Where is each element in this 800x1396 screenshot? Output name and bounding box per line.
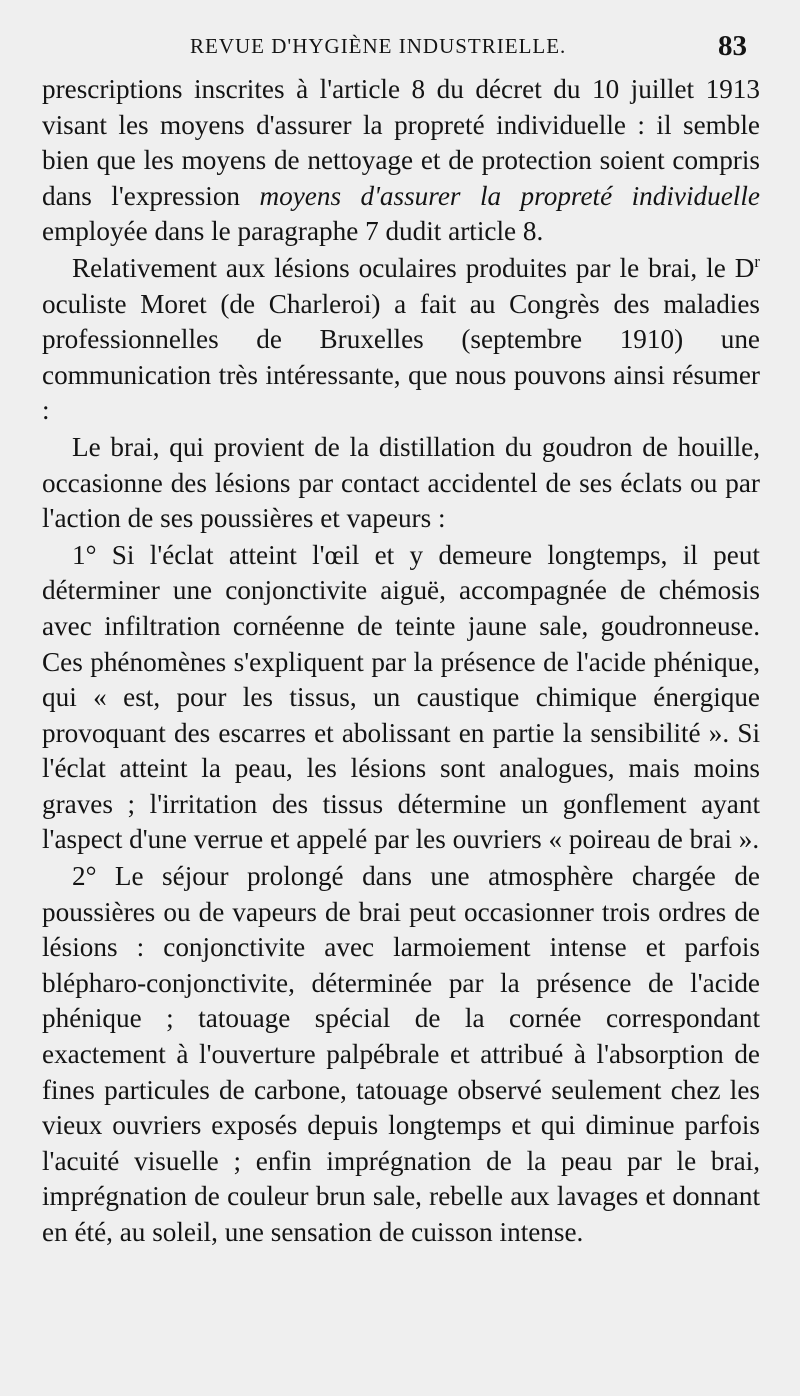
paragraph-ocular-lesions <box>42 251 760 429</box>
paragraph-brai: Le brai, qui provient de la distillation du goudron de houille, occasionne des lésions par contact accidentel de ses éclats ou par l'action de ses poussières et vapeurs : <box>42 431 760 534</box>
paragraph-point-1: 1° Si l'éclat atteint l'œil et y demeure longtemps, il peut déterminer une conjonctivite aiguë, accompagnée de chémosis avec infiltration cornéenne de teinte jaune sale, goudronneuse. Ces phénomènes s'expliquent par la présence de l'acide phénique, qui « est, pour les tissus, un caustique chimique énergique provoquant des escarres et abolissant en partie la sensibilité ». Si l'éclat atteint la peau, les lésions sont analogues, mais moins graves ; l'irritation des tissus détermine un gonflement ayant l'aspect d'une verrue et appelé par les ouvriers « poireau de brai ». <box>42 539 760 855</box>
running-header <box>0 30 800 64</box>
paragraph-text: prescriptions inscrites à l'article 8 du décret du 10 juillet 1913 visant les moyens d'assurer la propreté individuelle : il semble bien que les moyens de nettoyage et de protection soient compris dans l'expression <box>42 74 760 211</box>
body-text <box>42 72 760 1251</box>
paragraph-text: employée dans le paragraphe 7 dudit article 8. <box>42 216 544 247</box>
paragraph-continuation <box>42 72 760 250</box>
superscript: r <box>754 251 760 271</box>
italic-phrase: moyens d'assurer la propreté individuelle <box>259 180 760 211</box>
paragraph-text: Relativement aux lésions oculaires produites par le brai, le D <box>72 252 755 283</box>
paragraph-text: oculiste Moret (de Charleroi) a fait au Congrès des maladies professionnelles de Bruxelles (septembre 1910) une communication très intéressante, que nous pouvons ainsi résumer : <box>42 288 760 426</box>
page-number: 83 <box>718 30 747 62</box>
paragraph-point-2: 2° Le séjour prolongé dans une atmosphère chargée de poussières ou de vapeurs de brai peut occasionner trois ordres de lésions : conjonctivite avec larmoiement intense et parfois blépharo-conjonctivite, déterminée par la présence de l'acide phénique ; tatouage spécial de la cornée correspondant exactement à l'ouverture palpébrale et attribué à l'absorption de fines particules de carbone, tatouage observé seulement chez les vieux ouvriers exposés depuis longtemps et qui diminue parfois l'acuité visuelle ; enfin imprégnation de la peau par le brai, imprégnation de couleur brun sale, rebelle aux lavages et donnant en été, au soleil, une sensation de cuisson intense. <box>42 861 760 1247</box>
running-title: REVUE D'HYGIÈNE INDUSTRIELLE. <box>190 34 567 58</box>
